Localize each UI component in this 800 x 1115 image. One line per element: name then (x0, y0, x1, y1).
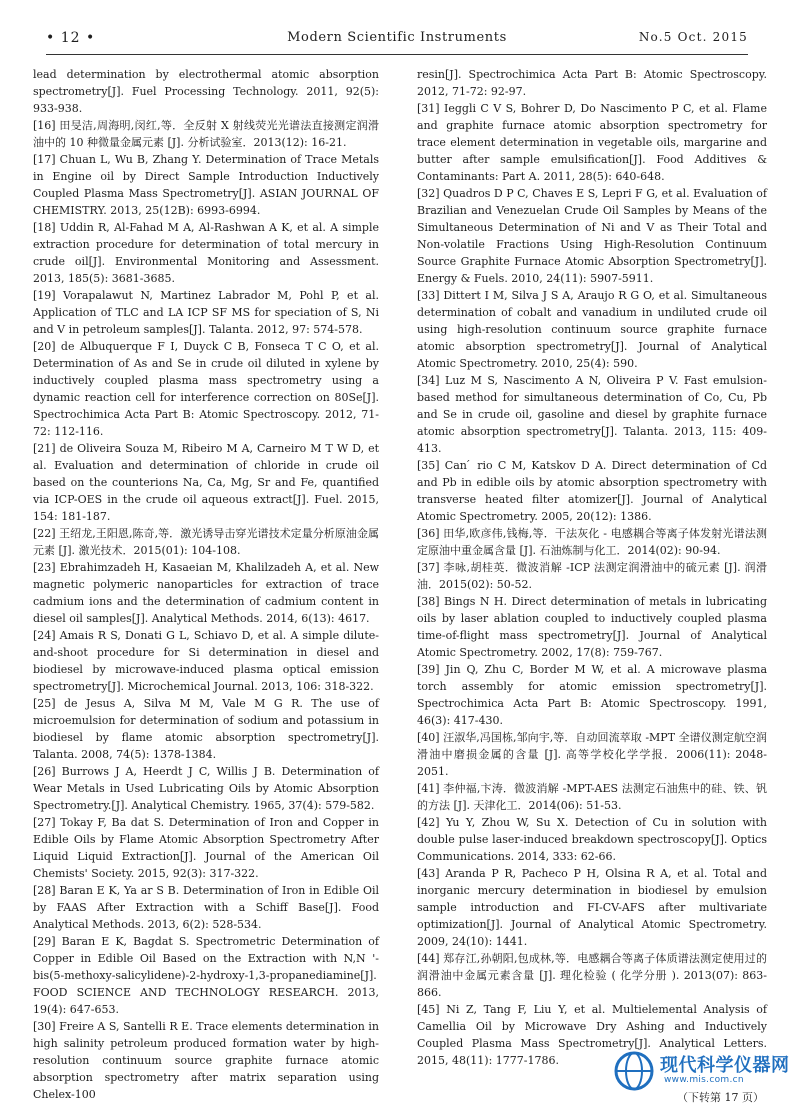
reference-entry: [25] de Jesus A, Silva M M, Vale M G R. The use of microemulsion for determination of sodium and potassium in biodiesel by flame atomic absorption spectrometry[J]. Talanta. 2008, 74(5): 1378-1384. (33, 697, 379, 761)
reference-entry: [37] 李咏,胡桂英．微波消解 -ICP 法测定润滑油中的硫元素 [J]. 润滑油．2015(02): 50-52. (417, 561, 767, 591)
reference-entry: resin[J]. Spectrochimica Acta Part B: Atomic Spectroscopy. 2012, 71-72: 92-97. (417, 68, 767, 98)
reference-entry: [45] Ni Z, Tang F, Liu Y, et al. Multielemental Analysis of Camellia Oil by Microwave Dry Ashing and Inductively Coupled Plasma Mass Spectrometry[J]. Analytical Letters. 2015, 48(11): 1777-1786. (417, 1003, 767, 1067)
reference-entry: [22] 王绍龙,王阳恩,陈奇,等．激光诱导击穿光谱技术定量分析原油金属元素 [J]. 激光技术．2015(01): 104-108. (33, 527, 379, 557)
reference-entry: [16] 田旻洁,周海明,闵红,等．全反射 X 射线荧光光谱法直接测定润滑油中的 10 种微量金属元素 [J]. 分析试验室．2013(12): 16-21. (33, 119, 379, 149)
reference-entry: [17] Chuan L, Wu B, Zhang Y. Determination of Trace Metals in Engine oil by Direct Sample Introduction Inductively Coupled Plasma Mass Spectrometry[J]. ASIAN JOURNAL OF CHEMISTRY. 2013, 25(12B): 6993-6994. (33, 153, 379, 217)
reference-entry: [27] Tokay F, Ba dat S. Determination of Iron and Copper in Edible Oils by Flame Atomic Absorption Spectrometry After Liquid Liquid Extraction[J]. Journal of the American Oil Chemists' Society. 2015, 92(3): 317-322. (33, 816, 379, 880)
reference-entry: [42] Yu Y, Zhou W, Su X. Detection of Cu in solution with double pulse laser-induced breakdown spectroscopy[J]. Optics Communications. 2014, 333: 62-66. (417, 816, 767, 863)
reference-entry: [19] Vorapalawut N, Martinez Labrador M, Pohl P, et al. Application of TLC and LA ICP SF MS for speciation of S, Ni and V in petroleum samples[J]. Talanta. 2012, 97: 574-578. (33, 289, 379, 336)
globe-icon (612, 1049, 656, 1093)
reference-entry: [39] Jin Q, Zhu C, Border M W, et al. A microwave plasma torch assembly for atomic emission spectrometry[J]. Spectrochimica Acta Part B: Atomic Spectroscopy. 1991, 46(3): 417-430. (417, 663, 767, 727)
journal-title: Modern Scientific Instruments (287, 30, 507, 45)
reference-entry: [28] Baran E K, Ya ar S B. Determination of Iron in Edible Oil by FAAS After Extraction with a Schiff Base[J]. Food Analytical Methods. 2013, 6(2): 528-534. (33, 884, 379, 931)
reference-entry: [40] 汪淑华,冯国栋,邹向宇,等．自动回流萃取 -MPT 全谱仪测定航空润滑油中磨损金属的含量 [J]. 高等学校化学学报．2006(11): 2048-2051. (417, 731, 768, 778)
reference-entry: [29] Baran E K, Bagdat S. Spectrometric Determination of Copper in Edible Oil Based on the Extraction with N,N '-bis(5-methoxy-salicylidene)-2-hydroxy-1,3-propanediamine[J]. FOOD SCIENCE AND TECHNOLOGY RESEARCH. 2013, 19(4): 647-653. (33, 935, 379, 1016)
reference-entry: [18] Uddin R, Al-Fahad M A, Al-Rashwan A K, et al. A simple extraction procedure for determination of total mercury in crude oil[J]. Environmental Monitoring and Assessment. 2013, 185(5): 3681-3685. (33, 221, 379, 285)
reference-entry: [26] Burrows J A, Heerdt J C, Willis J B. Determination of Wear Metals in Used Lubricating Oils by Atomic Absorption Spectrometry.[J]. Analytical Chemistry. 1965, 37(4): 579-582. (33, 765, 379, 812)
reference-entry: [20] de Albuquerque F I, Duyck C B, Fonseca T C O, et al. Determination of As and Se in crude oil diluted in xylene by inductively coupled plasma mass spectrometry using a dynamic reaction cell for interference correction on 80Se[J]. Spectrochimica Acta Part B: Atomic Spectroscopy. 2012, 71-72: 112-116. (33, 340, 379, 438)
references-right-column (417, 66, 767, 1069)
reference-entry: [35] Can ́ rio C M, Katskov D A. Direct determination of Cd and Pb in edible oils by atomic absorption spectrometry with transverse heated filter atomizer[J]. Journal of Analytical Atomic Spectrometry. 2005, 20(12): 1386. (417, 459, 767, 523)
watermark-title: 现代科学仪器网 (660, 1055, 790, 1076)
reference-entry: [36] 田华,欧彦伟,钱梅,等．干法灰化 - 电感耦合等离子体发射光谱法测定原油中重金属含量 [J]. 石油炼制与化工．2014(02): 90-94. (417, 527, 767, 557)
reference-entry: [31] Ieggli C V S, Bohrer D, Do Nascimento P C, et al. Flame and graphite furnace atomic absorption spectrometry for trace element determination in vegetable oils, margarine and butter after sample emulsification[J]. Food Additives & Contaminants: Part A. 2011, 28(5): 640-648. (417, 102, 767, 183)
references-left-column (33, 66, 379, 1103)
reference-entry: [38] Bings N H. Direct determination of metals in lubricating oils by laser ablation coupled to inductively coupled plasma time-of-flight mass spectrometry[J]. Journal of Analytical Atomic Spectrometry. 2002, 17(8): 759-767. (417, 595, 767, 659)
reference-entry: [21] de Oliveira Souza M, Ribeiro M A, Carneiro M T W D, et al. Evaluation and determination of chloride in crude oil based on the counterions Na, Ca, Mg, Sr and Fe, quantified via ICP-OES in the crude oil aqueous extract[J]. Fuel. 2015, 154: 181-187. (33, 442, 379, 523)
reference-entry: lead determination by electrothermal atomic absorption spectrometry[J]. Fuel Processing Technology. 2011, 92(5): 933-938. (33, 68, 379, 115)
reference-entry: [30] Freire A S, Santelli R E. Trace elements determination in high salinity petroleum produced formation water by high-resolution continuum source graphite furnace atomic absorption spectrometry after matrix separation using Chelex-100 (33, 1020, 379, 1101)
reference-entry: [44] 郑存江,孙朝阳,包成林,等．电感耦合等离子体质谱法测定使用过的润滑油中金属元素含量 [J]. 理化检验 ( 化学分册 ). 2013(07): 863-866. (417, 952, 767, 999)
reference-entry: [34] Luz M S, Nascimento A N, Oliveira P V. Fast emulsion-based method for simultaneous determination of Co, Cu, Pb and Se in crude oil, gasoline and diesel by graphite furnace atomic absorption spectrometry[J]. Talanta. 2013, 115: 409-413. (417, 374, 767, 455)
reference-entry: [43] Aranda P R, Pacheco P H, Olsina R A, et al. Total and inorganic mercury determination in biodiesel by emulsion sample introduction and FI-CV-AFS after multivariate optimization[J]. Journal of Analytical Atomic Spectrometry. 2009, 24(10): 1441. (417, 867, 767, 948)
page-number: • 12 • (46, 30, 96, 46)
reference-entry: [32] Quadros D P C, Chaves E S, Lepri F G, et al. Evaluation of Brazilian and Venezuelan Crude Oil Samples by Means of the Simultaneous Determination of Ni and V as Their Total and Non-volatile Fractions Using High-Resolution Continuum Source Graphite Furnace Atomic Absorption Spectrometry[J]. Energy & Fuels. 2010, 24(11): 5907-5911. (417, 187, 767, 285)
issue-info: No.5 Oct. 2015 (638, 30, 748, 44)
reference-entry: [33] Dittert I M, Silva J S A, Araujo R G O, et al. Simultaneous determination of cobalt and vanadium in undiluted crude oil using high-resolution continuum source graphite furnace atomic absorption spectrometry[J]. Journal of Analytical Atomic Spectrometry. 2010, 25(4): 590. (417, 289, 767, 370)
watermark-url: www.mis.com.cn (664, 1075, 744, 1085)
reference-entry: [24] Amais R S, Donati G L, Schiavo D, et al. A simple dilute-and-shoot procedure for Si determination in diesel and biodiesel by microwave-induced plasma optical emission spectrometry[J]. Microchemical Journal. 2013, 106: 318-322. (33, 629, 379, 693)
reference-entry: [23] Ebrahimzadeh H, Kasaeian M, Khalilzadeh A, et al. New magnetic polymeric nanoparticles for extraction of trace cadmium ions and the determination of cadmium content in diesel oil samples[J]. Analytical Methods. 2014, 6(13): 4617. (33, 561, 379, 625)
page-header (46, 24, 748, 55)
reference-entry: [41] 李仲福,卞涛．微波消解 -MPT-AES 法测定石油焦中的硅、铁、钒的方法 [J]. 天津化工．2014(06): 51-53. (417, 782, 767, 812)
continued-note: （下转第 17 页） (677, 1091, 764, 1104)
